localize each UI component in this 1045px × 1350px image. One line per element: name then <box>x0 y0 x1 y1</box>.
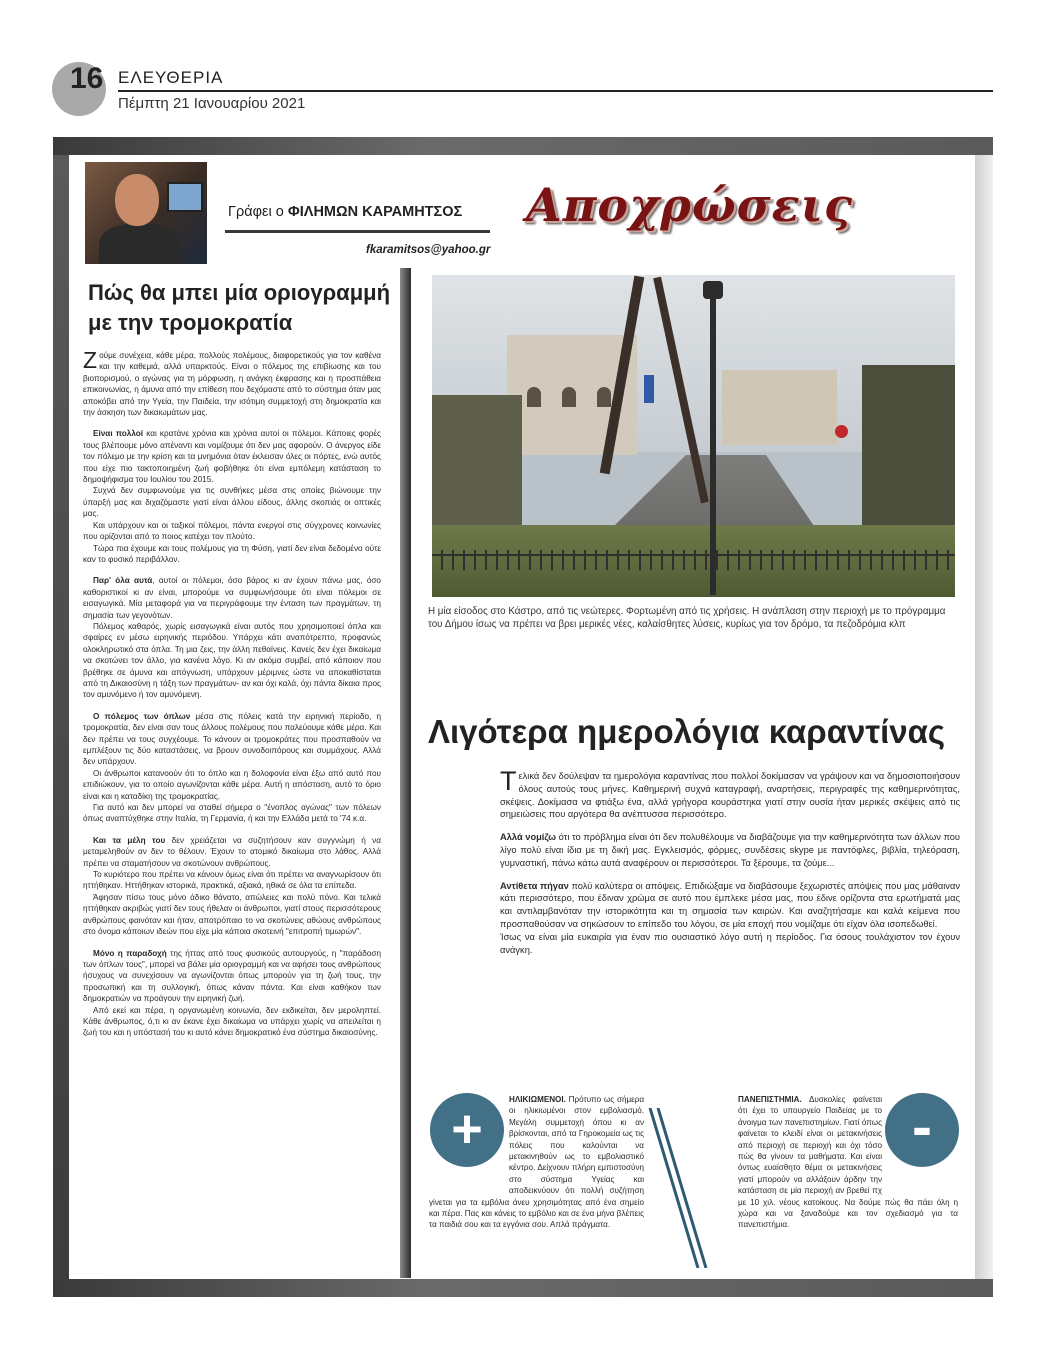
photo-window <box>527 387 541 407</box>
frame-left-bar <box>53 155 69 1297</box>
paragraph-text: ελικά δεν δούλεψαν τα ημερολόγια καραντίνας που πολλοί δοκίμασαν να γράψουν και να δημοσιοποιήσουν όλους αυτούς τους μήνες. Καθημερινή συχνά καταγραφή, αναρτήσεις, περιγραφές της καθημερινότητας, σκέψεις. Δοκίμασα να φτιάξω ένα, αλλά γρήγορα κουράστηκα γιατί στην ουσία ήταν μερικές σκέψεις από τις σημειώσεις που αργότερα θα ανέπτυσσα περισσότερο. <box>500 771 960 820</box>
paragraph-lead: Και τα μέλη του <box>93 835 166 845</box>
divider-slashes-icon <box>640 1108 720 1268</box>
paragraph <box>83 802 381 825</box>
paragraph-text: Τώρα πια έχουμε και τους πολέμους για τη Φύση, γιατί δεν είναι δεδομένο ούτε καν το φυσικό περιβάλλον. <box>83 543 381 564</box>
photo-sign <box>644 375 654 403</box>
paragraph-lead: Είναι πολλοί <box>93 429 144 439</box>
author-email: fkaramitsos@yahoo.gr <box>366 244 491 256</box>
photo-caption: Η μία είσοδος στο Κάστρο, από τις νεώτερες. Φορτωμένη από τις χρήσεις. Η ανάπλαση στην περιοχή με το πρόγραμμα του Δήμου ίσως να πρέπει να βρει μερικές νέες, καλαίσθητες λύσεις, κυρίως για τον δρόμο, τα πεζοδρόμια κλπ <box>428 606 946 630</box>
photo-head <box>115 174 159 226</box>
author-name: ΦΙΛΗΜΩΝ ΚΑΡΑΜΗΤΣΟΣ <box>287 204 463 220</box>
paragraph-lead: Αλλά νομίζω <box>500 832 557 843</box>
paragraph-text: μέσα στις πόλεις κατά την ειρηνική περίοδο, η τρομοκρατία, δεν είναι σαν τους άλλους πολέμους που παλεύουμε κάθε μέρα. Και δεν πρέπει να τους συγχέουμε. Το κάνουν οι τρομοκράτες που προσπαθούν να εμπλέξουν τις δύο καταστάσεις, να βρουν συνοδοιπόρους και συμμάχους. Αλλά δεν υπάρχουν. <box>83 711 381 767</box>
paragraph <box>500 766 960 821</box>
paragraph-text: και κρατάνε χρόνια και χρόνια αυτοί οι πόλεμοι. Κάποιες φορές τους βλέπουμε μόνο απέναντι και νομίζουμε ότι δεν μας αφορούν. Ο άνεργος είδε τον πόλεμο με την κρίση και τα μνημόνια όταν έκλεισαν όλες οι πόρτες, ενώ αυτός που είχε πιο τακτοποιημένη ζωή φοβήθηκε ότι είναι εμπόλεμη κατάσταση το δημοψήφισμα του Ιουλίου του 2015. <box>83 429 381 485</box>
paragraph-text: Για αυτό και δεν μπορεί να σταθεί σήμερα ο "ένοπλος αγώνας" των πόλεων όπως αναπτύχθηκε στην Ιταλία, τη Γερμανία, ή και την Ελλάδα μετά το '74 κ.α. <box>83 803 381 824</box>
pros-body: Πρότυπο ως σήμερα οι ηλικιωμένοι στον εμβολιασμό. Μεγάλη συμμετοχή όπου κι αν βρίσκονται, από τα Γηροκομεία ως τις πόλεις που καλούνται να μετακινηθούν ως το εμβολιαστικό κέντρο. Δείχνουν πλήρη εμπιστοσύνη στο σύστημα Υγείας και αποδεικνύουν ότι πολλή συζήτηση γίνεται για τα εμβόλια άνευ χρησιμότητας από ένα σημείο και πέρα. Πας και κάνεις το εμβόλιο και σε ένα μήνα βλέπεις τα παιδιά σου και τα εγγόνια σου. Απλά πράγματα. <box>429 1095 644 1230</box>
paragraph-text: , αυτοί οι πόλεμοι, όσο βάρος κι αν έχουν πάνω μας, όσο καθοριστικοί κι αν είναι, μπορούμε να συμφωνήσουμε ότι είναι πόλεμοι σε εισαγωγικά. Μία μεταφορά για να περιγράφουμε την ένταση των πραγμάτων, τη σημασία των γεγονότων. <box>83 576 381 620</box>
paragraph-text: ούμε συνέχεια, κάθε μέρα, πολλούς πολέμους, διαφορετικούς για τον καθένα και την καθεμιά, αλλά υπαρκτούς. Είναι ο πόλεμος της επιβίωσης και του βιοπορισμού, ο αγώνας για τη μόρφωση, η ανάγκη έκφρασης και η προσπάθεια επικοινωνίας, η άμυνα από την επίθεση που δεχόμαστε από το σύστημα όταν μας αποκόβει από την Υγεία, την Παιδεία, την ισότιμη συμμετοχή στη δημοκρατία και την άσκηση των δικαιωμάτων μας. <box>83 351 381 418</box>
paragraph-lead: Αντίθετα πήγαν <box>500 880 569 891</box>
paragraph-lead: Παρ' όλα αυτά <box>93 576 153 586</box>
column-divider <box>400 268 411 1278</box>
drop-cap: Τ <box>500 766 517 796</box>
paragraph <box>83 621 381 701</box>
photo-stop-sign <box>835 425 848 438</box>
castle-entrance-photo <box>432 275 955 597</box>
paragraph <box>500 831 960 869</box>
photo-building-right <box>722 370 837 445</box>
paragraph <box>83 948 381 1005</box>
column-logo: Αποχρώσεις <box>526 178 853 232</box>
paragraph-text: Από εκεί και πέρα, η οργανωμένη κοινωνία, δεν εκδικείται, δεν μεροληπτεί. Κάθε άνθρωπος, ό,τι κι αν έκανε έχει δικαίωμα να υπάρχει χωρίς να απειλείται η ζωή του και η υπόστασή του κι αυτό κάνει δημοκρατικό ένα σύστημα δικαιοσύνης. <box>83 1005 381 1038</box>
paragraph <box>83 835 381 869</box>
paragraph <box>83 892 381 938</box>
paragraph-text: πολύ καλύτερα οι απόψεις. Επιδιώξαμε να διαβάσουμε ξεχωριστές απόψεις που μας μάθαιναν κάτι περισσότερο, που έδιναν χρώμα σε αυτό που έμπλεκε μέσα μας, που έδινε ορίζοντα στα ερωτήματά μας και αντιλαμβανόταν την ιστορικότητα και τη σημασία των καιρών. Και αναζητήσαμε και καλά κείμενα που προσπαθούσαν να σηκώσουν το επίπεδο του λόγου, σε μία εποχή που νομίζαμε ότι είχαν όλα ισοπεδωθεί. <box>500 880 960 929</box>
minus-symbol: - <box>912 1093 932 1160</box>
pros-lead: ΗΛΙΚΙΩΜΕΝΟΙ. <box>509 1095 566 1104</box>
page-number: 16 <box>70 62 104 95</box>
photo-fence <box>432 550 955 570</box>
byline <box>228 204 462 220</box>
paragraph <box>83 575 381 621</box>
mid-article-body <box>500 766 961 956</box>
paragraph <box>83 1005 381 1039</box>
paragraph <box>83 869 381 892</box>
plus-symbol: + <box>451 1099 483 1159</box>
paragraph <box>83 711 381 768</box>
frame-right-bar <box>975 155 993 1297</box>
issue-date: Πέμπτη 21 Ιανουαρίου 2021 <box>118 95 306 112</box>
paragraph-text: της ήττας από τους φυσικούς αυτουργούς, η "παράδοση των όπλων τους", μπορεί να βάλει μία οριογραμμή και να αφήσει τους ανθρώπους ήσυχους να συνεχίσουν να αγωνίζονται όπως μπορούν για τη ζωή τους, την προσωπική και τη συλλογική, όπως κάναν πάντα. Και είναι καθήκον των δημοκρατιών να προάγουν την ειρηνική ζωή. <box>83 948 382 1004</box>
left-article-headline: Πώς θα μπει μία οριογραμμή με την τρομοκρατία <box>88 280 391 335</box>
masthead-rule <box>118 90 993 92</box>
photo-window <box>562 387 576 407</box>
paragraph <box>83 520 381 543</box>
paragraph-text: Και υπάρχουν και οι ταξικοί πόλεμοι, πάντα ενεργοί στις σύγχρονες κοινωνίες που ορίζονται από το ποιος κατέχει τον πλούτο. <box>83 520 381 542</box>
byline-prefix: Γράφει ο <box>228 204 284 220</box>
paragraph <box>83 485 381 519</box>
left-article-body <box>83 347 382 1039</box>
paragraph-text: Πόλεμος καθαρός, χωρίς εισαγωγικά είναι αυτός που χρησιμοποιεί όπλα και σφαίρες εν μέσω ειρηνικής περιόδου. Υπάρχει κάτι αναπότρεπτο, προφανώς ολοκληρωτικό στα όπλα. Τη μια ζεις, την άλλη πεθαίνεις. Κανείς δεν έχει δικαίωμα να σκοτώνει τον άλλο, για κανένα λόγο. Κι αν ακόμα συμβεί, από κάποιον που βρέθηκε σε άμυνα και απόγνωση, υπάρχουν μέριμνες ώστε να αποκαθίσταται από τη Δικαιοσύνη η τάξη των πραγμάτων- αν και όχι καλά, όχι πάντα δίκαια προς τον αμυνόμενο ή τον αμυνόμενη. <box>83 621 381 700</box>
paragraph <box>83 347 381 418</box>
paragraph-lead: Μόνο η παραδοχή <box>93 948 167 958</box>
cons-body: Δυσκολίες φαίνεται ότι έχει το υπουργείο Παιδείας με το άνοιγμα των πανεπιστημίων. Γιατί όπως φαίνεται το κλειδί είναι οι μετακινήσεις από περιοχή σε περιοχή και όχι τόσο πώς θα γίνουν τα μαθήματα. Και είναι όντως ευαίσθητο θέμα οι μετακινήσεις γιατί μπορούν να αλλάξουν άρδην την κατάσταση σε μία περιοχή αν βρεθεί πχ με 10 χιλ. νέους κατοίκους. Να δούμε πώς θα πάει όλη η χώρα και να ξαναδούμε και τον σχεδιασμό για τα πανεπιστήμια. <box>738 1095 958 1230</box>
newspaper-name: ΕΛΕΥΘΕΡΙΑ <box>118 68 224 87</box>
paragraph-lead: Ο πόλεμος των όπλων <box>93 711 191 721</box>
photo-body <box>99 224 179 264</box>
photo-monitor <box>167 182 203 212</box>
cons-lead: ΠΑΝΕΠΙΣΤΗΜΙΑ. <box>738 1095 802 1104</box>
mid-article-headline: Λιγότερα ημερολόγια καραντίνας <box>428 713 946 750</box>
byline-rule <box>225 230 490 233</box>
paragraph-text: Ίσως να είναι μία ευκαιρία για έναν πιο ουσιαστικό λόγο αυτή η περίοδος. Για όσους τουλάχιστον τον έχουν ανάγκη. <box>500 931 960 955</box>
author-photo <box>85 162 207 264</box>
paragraph <box>500 880 960 931</box>
paragraph <box>83 428 381 485</box>
paragraph-text: Άφησαν πίσω τους μόνο άδικο θάνατο, απώλειες και πολύ πόνο. Και τελικά ηττήθηκαν ακριβώς γιατί δεν τους ήθελαν οι άνθρωποι, γιατί στους περισσότερους ανθρώπους φαινόταν και ήταν, αποτρόπαιο το να σκοτώνεις αθώους ανθρώπους στο όνομα κάποιων ιδεών που είχε μία κάποια σκοτεινή "επιτροπή τιμωρών". <box>83 892 381 937</box>
frame-top-bar <box>53 137 993 155</box>
paragraph-text: ότι το πρόβλημα είναι ότι δεν πολυθέλουμε να διαβάζουμε για την καθημερινότητα των άλλων που λίγο πολύ είναι ίδια με τη δική μας. Εγκλεισμός, φόρμες, συνδέσεις skype με παντόφλες, βιβλία, τηλεόραση, γυμναστική, πάνω κάτω αυτά αναφέρουν οι περισσότεροι. Τα ξέρουμε, τα ζούμε... <box>500 832 961 868</box>
paragraph-text: Το κυριότερο που πρέπει να κάνουν όμως είναι ότι πρέπει να αναγνωρίσουν ότι ηττήθηκαν. Ηττήθηκαν ιστορικά, πρακτικά, αξιακά, ηθικά σε όλα τα επίπεδα. <box>83 870 381 891</box>
paragraph-text: δεν χρειάζεται να συζητήσουν καν συγγνώμη ή να μεταμεληθούν αν δεν το θέλουν. Έχουν το ατομικό δικαίωμα στο λάθος. Αλλά πρέπει να σταματήσουν να σκοτώνουν ανθρώπους. <box>83 835 381 868</box>
paragraph <box>83 768 381 802</box>
paragraph <box>83 543 381 566</box>
frame-bottom-bar <box>53 1279 993 1297</box>
photo-lamp-head <box>703 281 723 299</box>
paragraph-text: Συχνά δεν συμφωνούμε για τις συνθήκες μέσα στις οποίες βιώνουμε την ύπαρξή μας και διχαζόμαστε γιατί είναι άλλου είδους, άλλης σκοπιάς οι οπτικές μας. <box>83 486 381 519</box>
paragraph-text: Οι άνθρωποι κατανοούν ότι το όπλο και η δολοφονία είναι έξω από αυτό που επιδιώκουν, για το οποίο αγωνίζονται κάθε μέρα. Αυτή η απόσταση, αυτό το όριο είναι και η καταδίκη της τρομοκρατίας. <box>83 768 381 801</box>
paragraph <box>500 931 960 957</box>
photo-window <box>597 387 611 407</box>
drop-cap: Ζ <box>83 347 98 373</box>
